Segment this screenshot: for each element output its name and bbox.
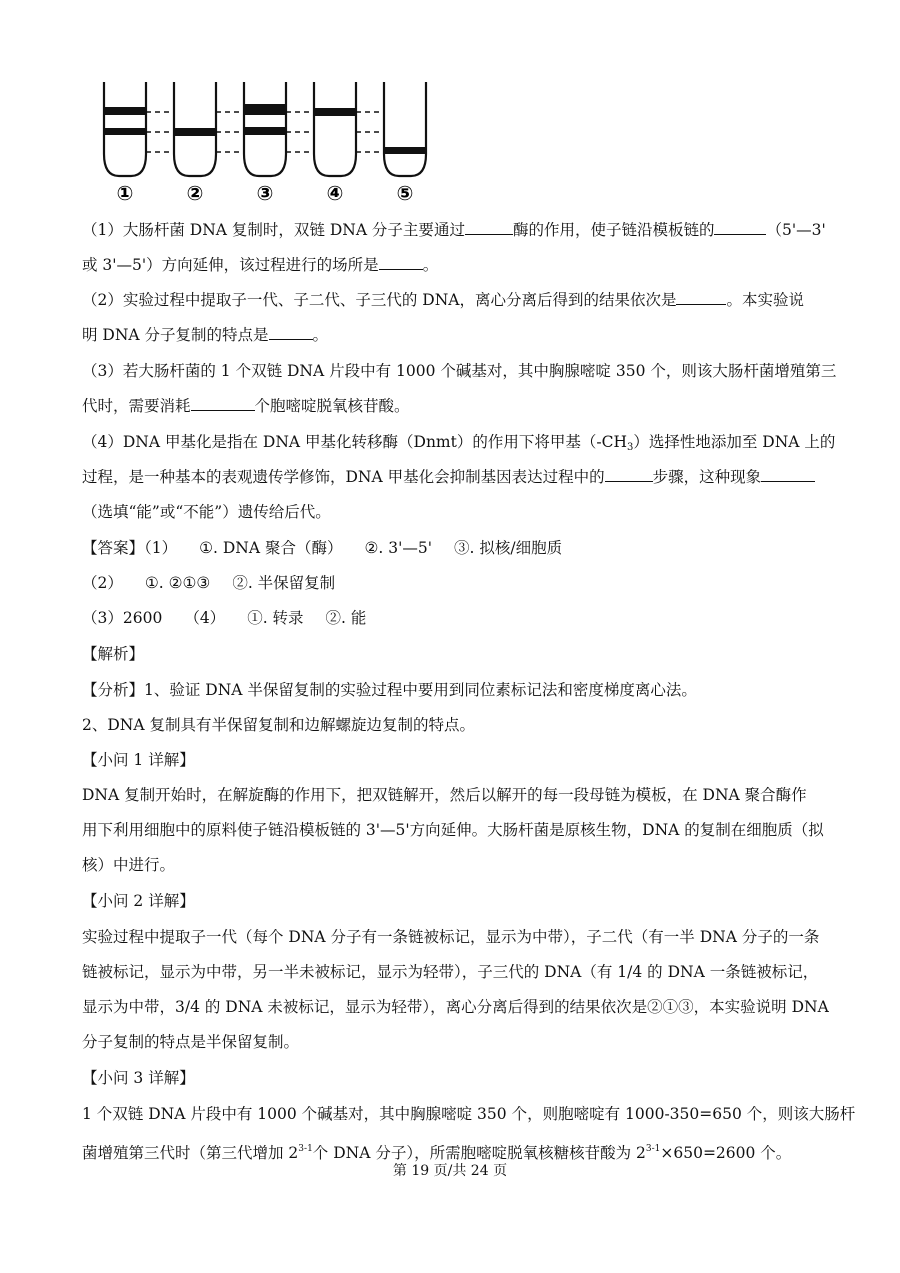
tube-label-3: ③: [256, 181, 274, 205]
answer-1-3: ③. 拟核/细胞质: [454, 539, 563, 557]
q4-text-b: 过程，是一种基本的表观遗传学修饰，DNA 甲基化会抑制基因表达过程中的: [82, 468, 605, 486]
answer-1-1: ①. DNA 聚合（酶）: [199, 539, 343, 557]
q1-text-a: （1）大肠杆菌 DNA 复制时，双链 DNA 分子主要通过: [82, 221, 465, 239]
q4-subscript: 3: [626, 442, 634, 453]
question-3-line-2: [82, 396, 842, 416]
answer-line-2: [82, 573, 842, 593]
q2-blank-1: [676, 290, 726, 305]
q1-blank-3: [379, 255, 423, 270]
analysis-fenxi-2: 2、DNA 复制具有半保留复制和边解螺旋边复制的特点。: [82, 716, 475, 734]
question-2-line-2: [82, 325, 842, 345]
page-footer: 第 19 页/共 24 页: [392, 1163, 508, 1179]
q2-text-c: 明 DNA 分子复制的特点是: [82, 326, 269, 344]
q3-text-b: 代时，需要消耗: [82, 397, 191, 415]
q3-blank-1: [191, 396, 255, 411]
answer-2-2: ②. 半保留复制: [232, 574, 336, 592]
q1-blank-2: [714, 220, 766, 235]
s3-l2-sup-2: 3-1: [645, 1144, 661, 1154]
q2-text-a: （2）实验过程中提取子一代、子二代、子三代的 DNA，离心分离后得到的结果依次是: [82, 291, 677, 309]
q2-text-d: 。: [312, 326, 329, 344]
question-4-line-1: [82, 432, 842, 458]
centrifuge-tubes-figure: [90, 72, 450, 212]
tube-label-5: ⑤: [396, 181, 414, 205]
answer-head: 【答案】（1）: [82, 539, 178, 557]
q4-text-a2: ）选择性地添加至 DNA 上的: [633, 433, 836, 451]
analysis-head: 【解析】: [82, 645, 145, 663]
s3-l2-sup-1: 3-1: [298, 1144, 313, 1154]
sub-question-3-line-1: 1 个双链 DNA 片段中有 1000 个碱基对，其中胸腺嘧啶 350 个，则胞嘧啶有 1000-350=650 个，则该大肠杆: [82, 1105, 856, 1123]
q1-blank-1: [465, 220, 513, 235]
q1-text-d: 或 3'—5'）方向延伸，该过程进行的场所是: [82, 256, 379, 274]
sub-question-1-line-2: 用下利用细胞中的原料使子链沿模板链的 3'—5'方向延伸。大肠杆菌是原核生物，DNA 的复制在细胞质（拟: [82, 821, 824, 839]
sub-question-2-line-1: 实验过程中提取子一代（每个 DNA 分子有一条链被标记，显示为中带），子二代（有一半 DNA 分子的一条: [82, 928, 820, 946]
q2-blank-2: [269, 325, 313, 340]
q1-text-e: 。: [422, 256, 439, 274]
q1-text-c: （5'—3': [766, 221, 826, 239]
tube-label-2: ②: [186, 181, 204, 205]
answer-2-1: ①. ②①③: [144, 574, 211, 592]
answer-3: （3）2600: [82, 609, 163, 627]
analysis-fenxi-1: 【分析】1、验证 DNA 半保留复制的实验过程中要用到同位素标记法和密度梯度离心法。: [82, 681, 697, 699]
tube-label-4: ④: [326, 181, 344, 205]
q4-text-d: （选填“能”或“不能”）遗传给后代。: [82, 503, 331, 521]
q3-text-c: 个胞嘧啶脱氧核苷酸。: [254, 397, 410, 415]
sub-question-2-line-3: 显示为中带，3/4 的 DNA 未被标记，显示为轻带），离心分离后得到的结果依次是②①③，本实验说明 DNA: [82, 998, 829, 1016]
sub-question-1-line-1: DNA 复制开始时，在解旋酶的作用下，把双链解开，然后以解开的每一段母链为模板，在 DNA 聚合酶作: [82, 786, 807, 804]
question-2-line-1: [82, 290, 842, 310]
sub-question-2-line-2: 链被标记，显示为中带，另一半未被标记，显示为轻带），子三代的 DNA（有 1/4 的 DNA 一条链被标记，: [82, 963, 819, 981]
q4-text-c: 步骤，这种现象: [652, 468, 762, 486]
question-1-line-2: [82, 255, 842, 275]
s3-l2-a: 菌增殖第三代时（第三代增加 2: [82, 1144, 299, 1162]
answer-line-1: [82, 538, 842, 558]
sub-question-3-head: 【小问 3 详解】: [82, 1069, 195, 1087]
q4-blank-2: [761, 467, 815, 482]
tube-label-1: ①: [116, 181, 134, 205]
q1-text-b: 酶的作用，使子链沿模板链的: [512, 221, 715, 239]
sub-question-2-line-4: 分子复制的特点是半保留复制。: [82, 1033, 300, 1051]
answer-4-1: ①. 转录: [247, 609, 304, 627]
question-3-line-1: [82, 361, 842, 381]
question-1-line-1: [82, 220, 842, 240]
sub-question-1-line-3: 核）中进行。: [82, 856, 176, 874]
question-4-line-3: [82, 502, 842, 522]
s3-l2-c: ×650=2600 个。: [660, 1144, 792, 1162]
answer-1-2: ②. 3'—5': [364, 539, 432, 557]
sub-question-2-head: 【小问 2 详解】: [82, 892, 195, 910]
answer-2-head: （2）: [82, 574, 123, 592]
q4-text-a: （4）DNA 甲基化是指在 DNA 甲基化转移酶（Dnmt）的作用下将甲基（-CH: [82, 433, 627, 451]
q3-text-a: （3）若大肠杆菌的 1 个双链 DNA 片段中有 1000 个碱基对，其中胸腺嘧啶 350 个，则该大肠杆菌增殖第三: [82, 362, 837, 380]
answer-4-2: ②. 能: [325, 609, 367, 627]
answer-line-3: [82, 608, 842, 628]
answer-4-head: （4）: [184, 609, 226, 627]
q2-text-b: 。本实验说: [726, 291, 804, 309]
sub-question-1-head: 【小问 1 详解】: [82, 751, 195, 769]
q4-blank-1: [605, 467, 653, 482]
question-4-line-2: [82, 467, 842, 487]
s3-l2-b: 个 DNA 分子），所需胞嘧啶脱氧核糖核苷酸为 2: [312, 1144, 646, 1162]
